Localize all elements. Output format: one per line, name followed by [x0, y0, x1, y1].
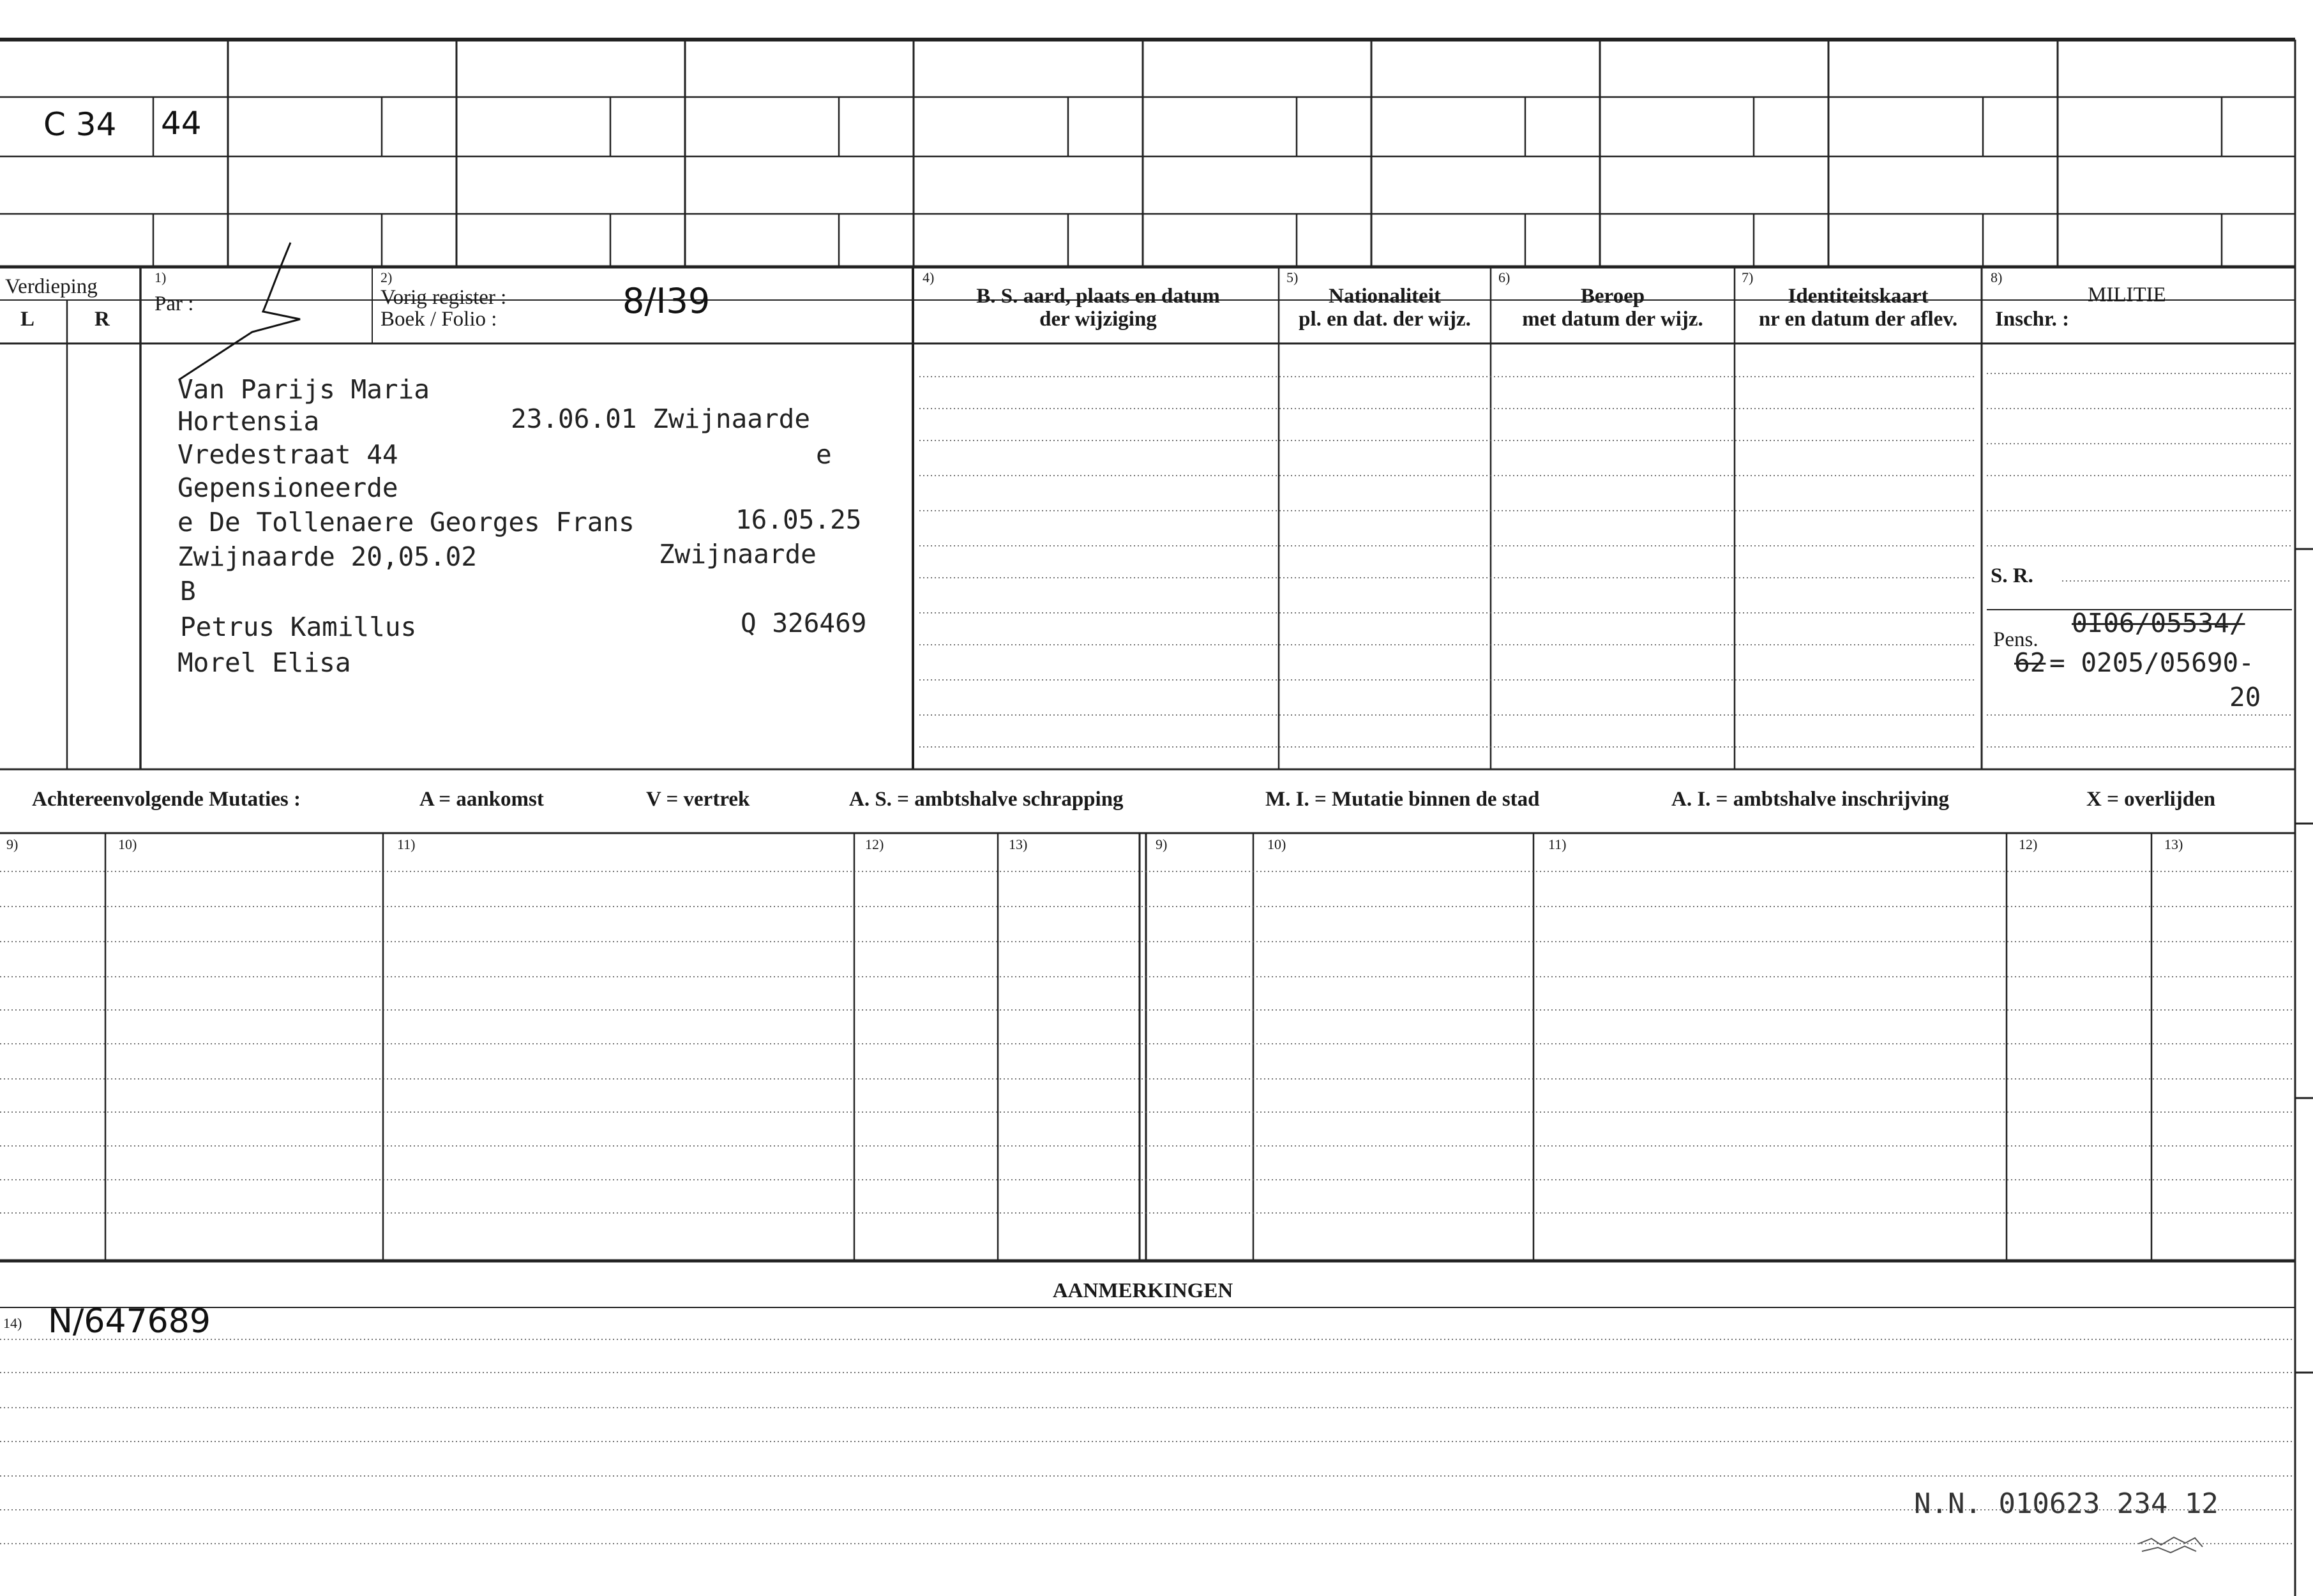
person-birth: 23.06.01 Zwijnaarde	[511, 403, 810, 434]
column-r-label: R	[94, 308, 110, 331]
field-2-number: 2)	[380, 269, 393, 285]
field-4-number: 4)	[923, 269, 935, 285]
pens-new-number: = 0205/05690-	[2049, 647, 2254, 678]
person-firstname: Hortensia	[177, 406, 320, 437]
mutaties-col-11-right: 11)	[1548, 836, 1567, 852]
verdieping-label: Verdieping	[5, 275, 98, 298]
inschr-label: Inschr. :	[1995, 308, 2070, 331]
handwritten-arrow	[179, 243, 300, 380]
mutaties-col-9-left: 9)	[6, 836, 19, 852]
bs-label-line2: der wijziging	[1039, 308, 1157, 331]
pens-label: Pens.	[1993, 628, 2038, 651]
mutaties-col-10-right: 10)	[1267, 836, 1286, 852]
legend-ambtshalve-schrapping: A. S. = ambtshalve schrapping	[849, 788, 1124, 811]
field-1-number: 1)	[154, 269, 167, 285]
boek-folio-label: Boek / Folio :	[380, 308, 497, 331]
mutaties-col-11-left: 11)	[397, 836, 416, 852]
legend-mutatie-binnen-stad: M. I. = Mutatie binnen de stad	[1265, 788, 1540, 811]
legend-aankomst: A = aankomst	[419, 788, 544, 811]
person-b-mark: B	[180, 576, 196, 606]
field-8-number: 8)	[1991, 269, 2003, 285]
militie-label: MILITIE	[2088, 283, 2166, 306]
mutaties-intro: Achtereenvolgende Mutaties :	[32, 788, 301, 811]
beroep-label-line2: met datum der wijz.	[1522, 308, 1703, 331]
national-number: N.N. 010623 234 12	[1914, 1487, 2219, 1520]
person-father: Petrus Kamillus	[180, 612, 417, 642]
field-14-number: 14)	[3, 1315, 22, 1331]
mutaties-col-13-left: 13)	[1009, 836, 1028, 852]
bs-label-line1: B. S. aard, plaats en datum	[976, 285, 1220, 308]
person-occupation: Gepensioneerde	[177, 472, 398, 503]
nationaliteit-label-line2: pl. en dat. der wijz.	[1299, 308, 1471, 331]
par-label: Par :	[154, 292, 194, 315]
register-number: 44	[161, 105, 202, 142]
identiteitskaart-label-line2: nr en datum der aflev.	[1758, 308, 1958, 331]
column-l-label: L	[20, 308, 35, 331]
person-spouse-place: Zwijnaarde	[659, 539, 817, 569]
remarks-entry: N/647689	[48, 1302, 211, 1341]
legend-ambtshalve-inschrijving: A. I. = ambtshalve inschrijving	[1671, 788, 1950, 811]
ink-smudge	[2139, 1537, 2203, 1553]
pens-old-suffix: 62	[2014, 647, 2046, 678]
sr-label: S. R.	[1991, 564, 2033, 587]
nationaliteit-label-line1: Nationaliteit	[1329, 285, 1441, 308]
legend-overlijden: X = overlijden	[2086, 788, 2216, 811]
mutaties-col-13-right: 13)	[2164, 836, 2183, 852]
mutaties-col-12-right: 12)	[2019, 836, 2038, 852]
person-spouse: e De Tollenaere Georges Frans	[177, 507, 635, 538]
person-mother: Morel Elisa	[177, 647, 351, 678]
pens-new-suffix: 20	[2229, 682, 2261, 712]
beroep-label-line1: Beroep	[1580, 285, 1645, 308]
person-spouse-date: 16.05.25	[735, 504, 862, 535]
mutaties-col-12-left: 12)	[865, 836, 884, 852]
register-code: C 34	[43, 106, 117, 143]
person-name: Van Parijs Maria	[177, 374, 430, 405]
aanmerkingen-title: AANMERKINGEN	[1052, 1279, 1233, 1302]
person-id-number: Q 326469	[741, 608, 867, 638]
identiteitskaart-label-line1: Identiteitskaart	[1788, 285, 1929, 308]
field-7-number: 7)	[1742, 269, 1754, 285]
field-5-number: 5)	[1286, 269, 1299, 285]
legend-vertrek: V = vertrek	[646, 788, 750, 811]
person-e-mark: e	[816, 439, 832, 470]
person-street: Vredestraat 44	[177, 439, 398, 470]
pens-old-number: 0I06/05534/	[2072, 608, 2245, 638]
person-spouse-birth: Zwijnaarde 20,05.02	[177, 541, 477, 572]
vorig-register-value: 8/I39	[622, 281, 711, 321]
field-6-number: 6)	[1498, 269, 1511, 285]
mutaties-col-9-right: 9)	[1156, 836, 1168, 852]
mutaties-col-10-left: 10)	[118, 836, 137, 852]
vorig-register-label: Vorig register :	[380, 286, 507, 309]
